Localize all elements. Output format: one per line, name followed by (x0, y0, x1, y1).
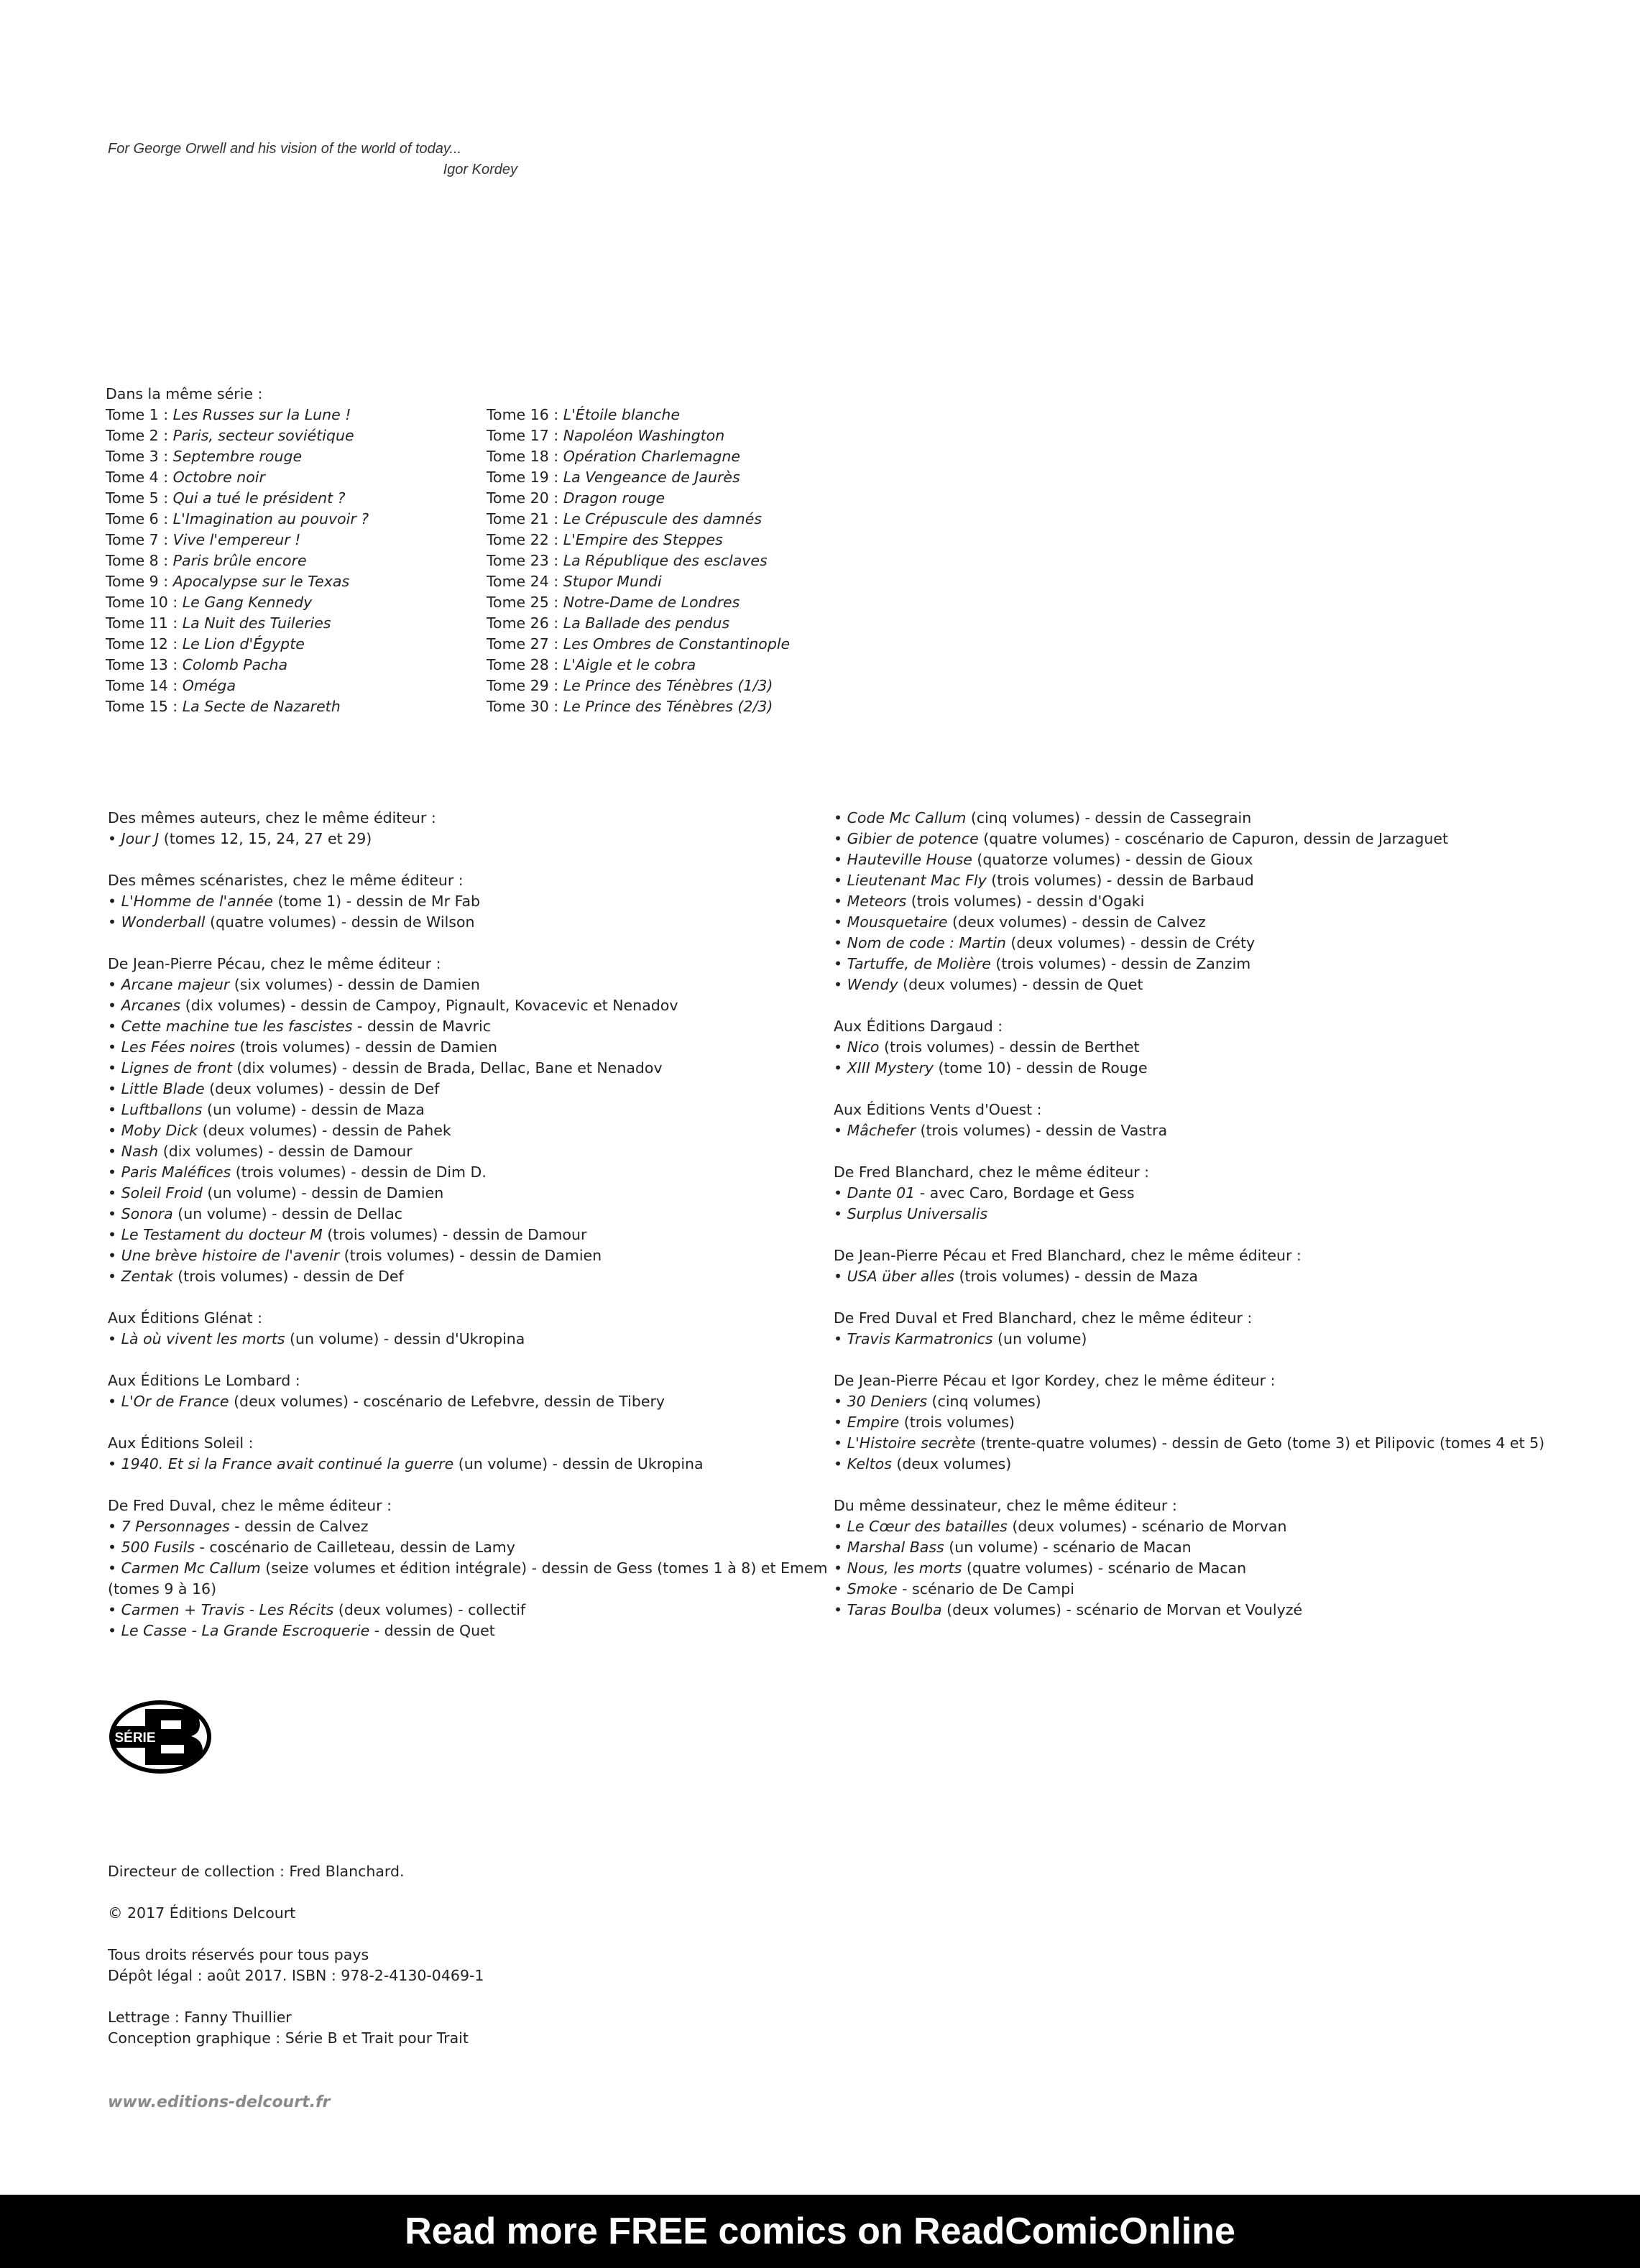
work-details: (tomes 12, 15, 24, 27 et 29) (159, 830, 372, 847)
serie-b-logo (108, 1699, 213, 1775)
work-details: (deux volumes) - dessin de Def (204, 1080, 440, 1097)
bibliography-item: • Nico (trois volumes) - dessin de Berthet (834, 1038, 1140, 1056)
bibliography-section (108, 870, 834, 933)
work-title: Paris Maléfices (121, 1163, 231, 1181)
bibliography-section (834, 1245, 1624, 1287)
bibliography-item: • Little Blade (deux volumes) - dessin de Def (108, 1080, 440, 1097)
bibliography-section (108, 1433, 834, 1475)
volume-title: Les Russes sur la Lune ! (172, 406, 351, 423)
work-title: Smoke (847, 1580, 898, 1598)
volume-number: Tome 12 : (106, 635, 183, 653)
volume-title: Paris brûle encore (172, 552, 307, 569)
work-details: (deux volumes) - dessin de Quet (898, 976, 1143, 993)
series-volume (106, 467, 369, 488)
volume-title: Paris, secteur soviétique (172, 427, 354, 444)
bibliography-item: • XIII Mystery (tome 10) - dessin de Rouge (834, 1059, 1148, 1077)
volume-number: Tome 21 : (487, 510, 563, 527)
volume-title: Notre-Dame de Londres (563, 594, 740, 611)
volume-number: Tome 23 : (487, 552, 563, 569)
bibliography-right (834, 808, 1624, 1641)
bibliography-item: • L'Homme de l'année (tome 1) - dessin de Mr Fab (108, 893, 481, 910)
bibliography-item: • Soleil Froid (un volume) - dessin de Damien (108, 1184, 444, 1202)
logo-word: SÉRIE (114, 1730, 156, 1746)
series-volume (487, 592, 790, 613)
volume-number: Tome 4 : (106, 469, 173, 486)
work-details: (trois volumes) - dessin de Dim D. (231, 1163, 487, 1181)
work-title: Little Blade (121, 1080, 205, 1097)
work-title: Surplus Universalis (847, 1205, 988, 1222)
volume-number: Tome 6 : (106, 510, 173, 527)
bibliography-item: • Nom de code : Martin (deux volumes) - dessin de Créty (834, 934, 1256, 951)
series-volume (106, 550, 369, 571)
work-title: Marshal Bass (847, 1539, 944, 1556)
promo-banner[interactable]: Read more FREE comics on ReadComicOnline (0, 2195, 1640, 2268)
volume-number: Tome 15 : (106, 698, 183, 715)
work-details: (deux volumes) - collectif (333, 1601, 526, 1618)
bibliography-item: • Mousquetaire (deux volumes) - dessin de Calvez (834, 913, 1206, 931)
work-details: (trois volumes) - dessin d'Ogaki (906, 893, 1145, 910)
bibliography-section (834, 1370, 1624, 1475)
work-details: (quatre volumes) - coscénario de Capuron, dessin de Jarzaguet (978, 830, 1448, 847)
series-volume (106, 676, 369, 696)
volume-number: Tome 26 : (487, 614, 563, 632)
work-title: Keltos (847, 1455, 892, 1472)
bibliography-item: • Marshal Bass (un volume) - scénario de Macan (834, 1539, 1192, 1556)
work-title: Travis Karmatronics (847, 1330, 993, 1347)
series-volume (487, 613, 790, 634)
bibliography-item: • Surplus Universalis (834, 1205, 988, 1222)
work-details: (un volume) (992, 1330, 1087, 1347)
bibliography-item: • Une brève histoire de l'avenir (trois volumes) - dessin de Damien (108, 1247, 602, 1264)
dedication (108, 139, 517, 180)
work-details: (seize volumes et édition intégrale) - dessin de Gess (tomes 1 à 8) et Emem (tomes 9 à 16) (108, 1559, 828, 1598)
work-details: (trois volumes) - dessin de Damien (339, 1247, 602, 1264)
credit-design: Conception graphique : Série B et Trait pour Trait (108, 2029, 469, 2047)
work-title: Le Testament du docteur M (121, 1226, 323, 1243)
work-title: Arcanes (121, 997, 181, 1014)
credit-lettering: Lettrage : Fanny Thuillier (108, 2009, 292, 2026)
series-column-1 (106, 405, 369, 717)
work-title: Lignes de front (121, 1059, 232, 1077)
series-volume (106, 488, 369, 509)
bibliography-item: • Nash (dix volumes) - dessin de Damour (108, 1143, 413, 1160)
bibliography-item: • Meteors (trois volumes) - dessin d'Ogaki (834, 893, 1145, 910)
series-volume (106, 696, 369, 717)
dedication-text: For George Orwell and his vision of the world of today... (108, 141, 462, 157)
volume-number: Tome 22 : (487, 531, 563, 548)
series-volume (487, 425, 790, 446)
work-title: 7 Personnages (121, 1518, 230, 1535)
series-volume (106, 509, 369, 530)
volume-number: Tome 9 : (106, 573, 173, 590)
series-volume (487, 634, 790, 655)
work-details: (un volume) - dessin de Dellac (172, 1205, 403, 1222)
volume-title: Oméga (182, 677, 236, 694)
section-heading: De Fred Blanchard, chez le même éditeur : (834, 1163, 1150, 1181)
section-heading: Des mêmes scénaristes, chez le même éditeur : (108, 872, 464, 889)
volume-title: L'Aigle et le cobra (563, 656, 696, 673)
volume-number: Tome 13 : (106, 656, 183, 673)
volume-number: Tome 18 : (487, 448, 563, 465)
work-details: (trois volumes) - dessin de Damour (322, 1226, 587, 1243)
bibliography-item: • 500 Fusils - coscénario de Cailleteau, dessin de Lamy (108, 1539, 515, 1556)
series-column-2 (487, 405, 790, 717)
work-details: (un volume) - dessin de Damien (202, 1184, 444, 1202)
work-title: Là où vivent les morts (121, 1330, 285, 1347)
work-title: USA über alles (847, 1268, 954, 1285)
series-volume (487, 405, 790, 425)
work-details: - dessin de Calvez (229, 1518, 369, 1535)
work-details: - dessin de Quet (369, 1622, 495, 1639)
credit-copyright: © 2017 Éditions Delcourt (108, 1904, 296, 1922)
section-heading: Aux Éditions Soleil : (108, 1434, 254, 1452)
bibliography-section (108, 1308, 834, 1350)
volume-title: Le Crépuscule des damnés (563, 510, 763, 527)
volume-title: Apocalypse sur le Texas (172, 573, 350, 590)
work-title: Soleil Froid (121, 1184, 203, 1202)
bibliography-item: • Luftballons (un volume) - dessin de Maza (108, 1101, 425, 1118)
work-details: (trois volumes) - dessin de Damien (235, 1038, 497, 1056)
volume-title: Stupor Mundi (563, 573, 662, 590)
volume-number: Tome 28 : (487, 656, 563, 673)
volume-title: Opération Charlemagne (563, 448, 741, 465)
volume-title: Le Prince des Ténèbres (1/3) (563, 677, 773, 694)
credit-legal: Dépôt légal : août 2017. ISBN : 978-2-4130-0469-1 (108, 1967, 484, 1984)
work-title: Zentak (121, 1268, 173, 1285)
volume-title: Qui a tué le président ? (172, 489, 346, 507)
volume-title: Les Ombres de Constantinople (563, 635, 791, 653)
bibliography-item: • Gibier de potence (quatre volumes) - coscénario de Capuron, dessin de Jarzaguet (834, 830, 1448, 847)
bibliography-item: • Dante 01 - avec Caro, Bordage et Gess (834, 1184, 1135, 1202)
bibliography-item: • Arcane majeur (six volumes) - dessin de Damien (108, 976, 480, 993)
section-heading: De Fred Duval, chez le même éditeur : (108, 1497, 392, 1514)
work-details: (un volume) - dessin d'Ukropina (285, 1330, 525, 1347)
volume-number: Tome 29 : (487, 677, 563, 694)
work-title: Code Mc Callum (847, 809, 967, 826)
work-title: 30 Deniers (847, 1393, 928, 1410)
bibliography-item: • Keltos (deux volumes) (834, 1455, 1012, 1472)
bibliography-section (108, 954, 834, 1287)
work-details: (quatre volumes) - dessin de Wilson (205, 913, 475, 931)
work-title: Arcane majeur (121, 976, 230, 993)
series-volume (487, 509, 790, 530)
credit-director: Directeur de collection : Fred Blanchard. (108, 1863, 405, 1880)
bibliography-item: • Le Cœur des batailles (deux volumes) - scénario de Morvan (834, 1518, 1287, 1535)
work-title: 1940. Et si la France avait continué la guerre (121, 1455, 454, 1472)
work-details: (cinq volumes) - dessin de Cassegrain (966, 809, 1252, 826)
work-title: Jour J (121, 830, 160, 847)
volume-number: Tome 5 : (106, 489, 173, 507)
work-details: (cinq volumes) (927, 1393, 1041, 1410)
bibliography-item: • L'Or de France (deux volumes) - coscénario de Lefebvre, dessin de Tibery (108, 1393, 665, 1410)
work-title: Le Casse - La Grande Escroquerie (121, 1622, 370, 1639)
work-details: (dix volumes) - dessin de Brada, Dellac, Bane et Nenadov (231, 1059, 663, 1077)
volume-title: La Vengeance de Jaurès (563, 469, 740, 486)
work-title: Les Fées noires (121, 1038, 236, 1056)
work-title: XIII Mystery (847, 1059, 934, 1077)
series-volume (106, 405, 369, 425)
volume-number: Tome 3 : (106, 448, 173, 465)
volume-title: Colomb Pacha (182, 656, 288, 673)
bibliography-section (108, 1370, 834, 1412)
volume-title: L'Empire des Steppes (563, 531, 723, 548)
bibliography-item: • Sonora (un volume) - dessin de Dellac (108, 1205, 403, 1222)
bibliography-item: • Mâchefer (trois volumes) - dessin de Vastra (834, 1122, 1168, 1139)
volume-title: L'Imagination au pouvoir ? (172, 510, 369, 527)
series-volume (487, 530, 790, 550)
volume-title: Le Lion d'Égypte (182, 635, 305, 653)
volume-number: Tome 11 : (106, 614, 183, 632)
work-title: Hauteville House (847, 851, 972, 868)
section-heading: De Jean-Pierre Pécau et Igor Kordey, chez le même éditeur : (834, 1372, 1276, 1389)
volume-title: La Nuit des Tuileries (182, 614, 331, 632)
bibliography-item: • Nous, les morts (quatre volumes) - scénario de Macan (834, 1559, 1247, 1577)
work-details: (trois volumes) - dessin de Def (172, 1268, 404, 1285)
work-details: (un volume) - scénario de Macan (944, 1539, 1192, 1556)
series-volume (487, 571, 790, 592)
volume-number: Tome 1 : (106, 406, 173, 423)
series-heading: Dans la même série : (106, 385, 263, 402)
series-volume (487, 467, 790, 488)
volume-number: Tome 20 : (487, 489, 563, 507)
bibliography-item: • Taras Boulba (deux volumes) - scénario de Morvan et Voulyzé (834, 1601, 1303, 1618)
work-details: (deux volumes) - dessin de Pahek (198, 1122, 451, 1139)
section-heading: Des mêmes auteurs, chez le même éditeur : (108, 809, 436, 826)
series-volume (487, 696, 790, 717)
bibliography-item: • Jour J (tomes 12, 15, 24, 27 et 29) (108, 830, 372, 847)
bibliography-section (834, 1495, 1624, 1621)
volume-title: Le Gang Kennedy (182, 594, 313, 611)
work-title: L'Or de France (121, 1393, 229, 1410)
work-details: (trois volumes) - dessin de Maza (954, 1268, 1198, 1285)
work-details: (dix volumes) - dessin de Damour (158, 1143, 413, 1160)
work-title: Une brève histoire de l'avenir (121, 1247, 340, 1264)
section-heading: De Jean-Pierre Pécau, chez le même éditeur : (108, 955, 441, 972)
section-heading: Aux Éditions Vents d'Ouest : (834, 1101, 1042, 1118)
bibliography-section (834, 1016, 1624, 1079)
volume-title: Septembre rouge (172, 448, 303, 465)
work-details: (tome 10) - dessin de Rouge (934, 1059, 1148, 1077)
volume-title: Vive l'empereur ! (172, 531, 301, 548)
work-details: (deux volumes) (891, 1455, 1012, 1472)
work-title: Le Cœur des batailles (847, 1518, 1008, 1535)
series-volume (106, 613, 369, 634)
bibliography-item: • Carmen Mc Callum (seize volumes et édition intégrale) - dessin de Gess (tomes 1 à 8) et Emem (tomes 9 à 16) (108, 1559, 828, 1598)
work-title: Nico (847, 1038, 880, 1056)
series-volume (487, 655, 790, 676)
work-details: (quatre volumes) - scénario de Macan (962, 1559, 1247, 1577)
work-title: Sonora (121, 1205, 173, 1222)
website-link[interactable]: www.editions-delcourt.fr (108, 2093, 331, 2111)
series-volume (106, 634, 369, 655)
volume-number: Tome 25 : (487, 594, 563, 611)
series-volume (106, 655, 369, 676)
bibliography-item: • Smoke - scénario de De Campi (834, 1580, 1074, 1598)
work-details: (trois volumes) - dessin de Berthet (879, 1038, 1140, 1056)
work-title: Carmen + Travis - Les Récits (121, 1601, 334, 1618)
bibliography-item: • Travis Karmatronics (un volume) (834, 1330, 1087, 1347)
work-details: (deux volumes) - coscénario de Lefebvre, dessin de Tibery (229, 1393, 665, 1410)
volume-number: Tome 16 : (487, 406, 563, 423)
work-title: Lieutenant Mac Fly (847, 872, 987, 889)
bibliography-item: • Le Casse - La Grande Escroquerie - dessin de Quet (108, 1622, 495, 1639)
volume-number: Tome 8 : (106, 552, 173, 569)
work-title: 500 Fusils (121, 1539, 195, 1556)
bibliography-item: • Zentak (trois volumes) - dessin de Def (108, 1268, 404, 1285)
bibliography-item: • 30 Deniers (cinq volumes) (834, 1393, 1041, 1410)
bibliography-section (834, 1162, 1624, 1225)
series-volume (106, 530, 369, 550)
bibliography-item: • Carmen + Travis - Les Récits (deux volumes) - collectif (108, 1601, 526, 1618)
credit-rights: Tous droits réservés pour tous pays (108, 1946, 369, 1963)
bibliography-item: • 7 Personnages - dessin de Calvez (108, 1518, 369, 1535)
section-heading: De Jean-Pierre Pécau et Fred Blanchard, chez le même éditeur : (834, 1247, 1302, 1264)
volume-number: Tome 10 : (106, 594, 183, 611)
volume-title: Octobre noir (172, 469, 265, 486)
work-title: Taras Boulba (847, 1601, 942, 1618)
work-details: (deux volumes) - dessin de Calvez (947, 913, 1206, 931)
volume-number: Tome 30 : (487, 698, 563, 715)
work-details: (dix volumes) - dessin de Campoy, Pignault, Kovacevic et Nenadov (180, 997, 678, 1014)
work-title: Meteors (847, 893, 907, 910)
work-details: (un volume) - dessin de Maza (202, 1101, 425, 1118)
work-details: (trois volumes) - dessin de Barbaud (986, 872, 1254, 889)
series-volume (487, 446, 790, 467)
bibliography-item: • Cette machine tue les fascistes - dessin de Mavric (108, 1018, 492, 1035)
bibliography-item: • Les Fées noires (trois volumes) - dessin de Damien (108, 1038, 497, 1056)
bibliography-item: • Là où vivent les morts (un volume) - dessin d'Ukropina (108, 1330, 525, 1347)
work-details: (trente-quatre volumes) - dessin de Geto (tome 3) et Pilipovic (tomes 4 et 5) (975, 1434, 1545, 1452)
bibliography-item: • Paris Maléfices (trois volumes) - dessin de Dim D. (108, 1163, 487, 1181)
work-details: - scénario de De Campi (897, 1580, 1074, 1598)
work-details: (deux volumes) - dessin de Créty (1005, 934, 1256, 951)
volume-number: Tome 7 : (106, 531, 173, 548)
volume-title: Dragon rouge (563, 489, 665, 507)
bibliography-section (108, 808, 834, 849)
volume-number: Tome 14 : (106, 677, 183, 694)
bibliography-item: • Moby Dick (deux volumes) - dessin de Pahek (108, 1122, 451, 1139)
work-title: Nash (121, 1143, 159, 1160)
work-title: Tartuffe, de Molière (847, 955, 991, 972)
series-volume (487, 550, 790, 571)
bibliography-section (834, 808, 1624, 995)
bibliography-item: • Tartuffe, de Molière (trois volumes) - dessin de Zanzim (834, 955, 1251, 972)
bibliography-section (834, 1308, 1624, 1350)
work-title: Wonderball (121, 913, 206, 931)
work-details: - dessin de Mavric (352, 1018, 492, 1035)
work-title: Mâchefer (847, 1122, 916, 1139)
bibliography-item: • Empire (trois volumes) (834, 1414, 1015, 1431)
section-heading: Aux Éditions Glénat : (108, 1309, 262, 1327)
volume-title: L'Étoile blanche (563, 406, 680, 423)
work-title: L'Homme de l'année (121, 893, 273, 910)
series-volume (106, 446, 369, 467)
volume-title: La Ballade des pendus (563, 614, 730, 632)
bibliography-item: • L'Histoire secrète (trente-quatre volumes) - dessin de Geto (tome 3) et Pilipovic (tomes 4 et 5) (834, 1434, 1545, 1452)
bibliography-item: • 1940. Et si la France avait continué la guerre (un volume) - dessin de Ukropina (108, 1455, 704, 1472)
work-details: - avec Caro, Bordage et Gess (915, 1184, 1135, 1202)
work-title: Wendy (847, 976, 898, 993)
serie-b-logo-icon (108, 1699, 213, 1775)
section-heading: Aux Éditions Le Lombard : (108, 1372, 300, 1389)
bibliography-item: • Le Testament du docteur M (trois volumes) - dessin de Damour (108, 1226, 587, 1243)
bibliography-item: • Wonderball (quatre volumes) - dessin de Wilson (108, 913, 475, 931)
work-title: Luftballons (121, 1101, 203, 1118)
series-volume (106, 425, 369, 446)
work-details: (deux volumes) - scénario de Morvan (1007, 1518, 1287, 1535)
dedication-author: Igor Kordey (443, 162, 517, 178)
section-heading: Aux Éditions Dargaud : (834, 1018, 1003, 1035)
work-title: Dante 01 (847, 1184, 916, 1202)
bibliography-item: • Lieutenant Mac Fly (trois volumes) - dessin de Barbaud (834, 872, 1254, 889)
work-title: Nous, les morts (847, 1559, 962, 1577)
work-title: Cette machine tue les fascistes (121, 1018, 353, 1035)
volume-number: Tome 19 : (487, 469, 563, 486)
volume-title: La Secte de Nazareth (182, 698, 341, 715)
series-volume (487, 676, 790, 696)
work-details: (un volume) - dessin de Ukropina (453, 1455, 704, 1472)
section-heading: De Fred Duval et Fred Blanchard, chez le même éditeur : (834, 1309, 1253, 1327)
work-title: Mousquetaire (847, 913, 948, 931)
bibliography-item: • Code Mc Callum (cinq volumes) - dessin de Cassegrain (834, 809, 1252, 826)
volume-number: Tome 24 : (487, 573, 563, 590)
series-volume (106, 592, 369, 613)
volume-title: Le Prince des Ténèbres (2/3) (563, 698, 773, 715)
work-details: (deux volumes) - scénario de Morvan et Voulyzé (941, 1601, 1303, 1618)
credits (108, 1861, 484, 2049)
bibliography-item: • USA über alles (trois volumes) - dessin de Maza (834, 1268, 1198, 1285)
volume-number: Tome 2 : (106, 427, 173, 444)
volume-title: Napoléon Washington (563, 427, 725, 444)
work-title: Carmen Mc Callum (121, 1559, 261, 1577)
volume-number: Tome 17 : (487, 427, 563, 444)
bibliography-item: • Arcanes (dix volumes) - dessin de Campoy, Pignault, Kovacevic et Nenadov (108, 997, 678, 1014)
bibliography-item: • Lignes de front (dix volumes) - dessin de Brada, Dellac, Bane et Nenadov (108, 1059, 663, 1077)
work-details: (six volumes) - dessin de Damien (229, 976, 480, 993)
work-details: (trois volumes) - dessin de Vastra (916, 1122, 1168, 1139)
bibliography-item: • Wendy (deux volumes) - dessin de Quet (834, 976, 1143, 993)
work-details: (trois volumes) - dessin de Zanzim (990, 955, 1251, 972)
volume-number: Tome 27 : (487, 635, 563, 653)
work-title: Moby Dick (121, 1122, 198, 1139)
bibliography-left (108, 808, 834, 1662)
work-title: L'Histoire secrète (847, 1434, 976, 1452)
bibliography-section (108, 1495, 834, 1641)
work-title: Empire (847, 1414, 900, 1431)
volume-title: La République des esclaves (563, 552, 768, 569)
bibliography-item: • Hauteville House (quatorze volumes) - dessin de Gioux (834, 851, 1253, 868)
series-volume (487, 488, 790, 509)
work-title: Gibier de potence (847, 830, 979, 847)
section-heading: Du même dessinateur, chez le même éditeur : (834, 1497, 1177, 1514)
work-details: - coscénario de Cailleteau, dessin de Lamy (194, 1539, 515, 1556)
work-details: (tome 1) - dessin de Mr Fab (272, 893, 481, 910)
work-details: (trois volumes) (899, 1414, 1015, 1431)
bibliography-section (834, 1100, 1624, 1141)
series-volume (106, 571, 369, 592)
work-title: Nom de code : Martin (847, 934, 1006, 951)
work-details: (quatorze volumes) - dessin de Gioux (972, 851, 1253, 868)
